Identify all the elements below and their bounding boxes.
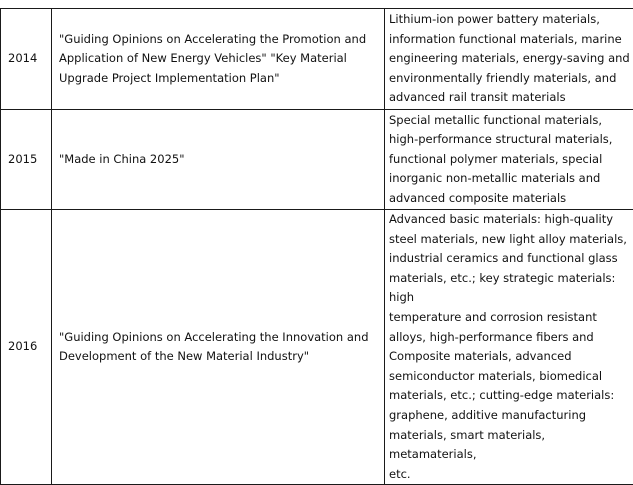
policy-cell: [52, 210, 385, 485]
table-row: [1, 110, 633, 210]
year-cell: 2016: [1, 210, 52, 485]
materials-cell: Special metallic functional materials, high-performance structural materials, functional polymer materials, special inorganic non-metallic materials and advanced composite materials: [385, 110, 633, 210]
policy-title: "Guiding Opinions on Accelerating the Promotion and Application of New Energy Vehicles" "Key Material Upgrade Project Implementation Plan": [59, 30, 382, 89]
table-row: [1, 210, 633, 485]
policy-table: [0, 8, 633, 485]
year-cell: 2015: [1, 110, 52, 210]
year-cell: 2014: [1, 9, 52, 110]
policy-title: "Made in China 2025": [59, 150, 382, 170]
policy-cell: [52, 110, 385, 210]
table-row: [1, 9, 633, 110]
policy-title: "Guiding Opinions on Accelerating the Innovation and Development of the New Material Industry": [59, 328, 382, 367]
materials-cell: Lithium-ion power battery materials, information functional materials, marine engineering materials, energy-saving and environmentally friendly materials, and advanced rail transit materials: [385, 9, 633, 110]
materials-cell: Advanced basic materials: high-quality steel materials, new light alloy materials, industrial ceramics and functional glass materials, etc.; key strategic materials: high temperature and corrosion resistant alloys, high-performance fibers and Composite materials, advanced semiconductor materials, biomedical materials, etc.; cutting-edge materials: graphene, additive manufacturing materials, smart materials, metamaterials, etc.: [385, 210, 633, 485]
policy-cell: [52, 9, 385, 110]
